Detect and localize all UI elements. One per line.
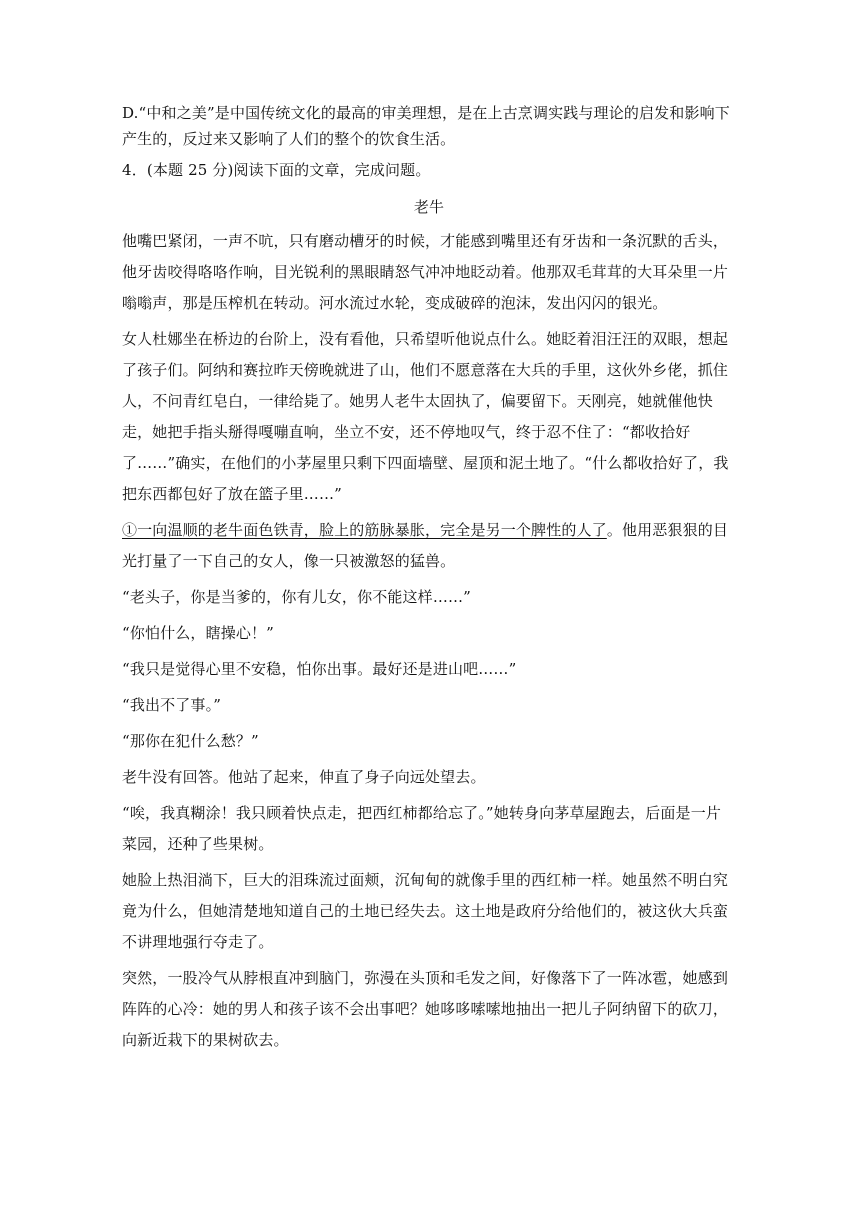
document-page (122, 100, 736, 1061)
question-header: 4．(本题 25 分)阅读下面的文章，完成问题。 (122, 161, 431, 179)
article-title: 老牛 (413, 198, 445, 216)
paragraph-2: 女人杜娜坐在桥边的台阶上，没有看他，只希望听他说点什么。她眨着泪汪汪的双眼，想起了孩子们。阿纳和赛拉昨天傍晚就进了山，他们不愿意落在大兵的手里，这伙外乡佬，抓住人，不问青红皂白，一律给毙了。她男人老牛太固执了，偏要留下。天刚亮，她就催他快走，她把手指头掰得嘎嘣直响，坐立不安，还不停地叹气，终于忍不住了：“都收拾好了……”确实，在他们的小茅屋里只剩下四面墙壁、屋顶和泥土地了。“什么都收拾好了，我把东西都包好了放在篮子里……” (122, 330, 729, 503)
paragraph-5: “唉，我真糊涂！我只顾着快点走，把西红柿都给忘了。”她转身向茅草屋跑去，后面是一片菜园，还种了些果树。 (122, 804, 721, 853)
paragraph-3 (122, 515, 736, 577)
answer-option-d: D.“中和之美”是中国传统文化的最高的审美理想，是在上古烹调实践与理论的启发和影响下产生的，反过来又影响了人们的整个的饮食生活。 (122, 104, 730, 148)
underlined-sentence-1: ①一向温顺的老牛面色铁青，脸上的筋脉暴胀，完全是另一个脾性的人了 (122, 521, 607, 539)
dialogue-line-1: “老头子，你是当爹的，你有儿女，你不能这样……” (122, 588, 471, 606)
paragraph-3-rest: 。他用恶狠狠的目光打量了一下自己的女人，像一只被激怒的猛兽。 (122, 521, 729, 570)
dialogue-line-5: “那你在犯什么愁？” (122, 732, 259, 750)
paragraph-4: 老牛没有回答。他站了起来，伸直了身子向远处望去。 (122, 768, 486, 786)
dialogue-line-3: “我只是觉得心里不安稳，怕你出事。最好还是进山吧……” (122, 660, 517, 678)
dialogue-line-4: “我出不了事。” (122, 696, 222, 714)
paragraph-7: 突然，一股冷气从脖根直冲到脑门，弥漫在头顶和毛发之间，好像落下了一阵冰雹，她感到阵阵的心冷：她的男人和孩子该不会出事吧？她哆哆嗦嗦地抽出一把儿子阿纳留下的砍刀，向新近栽下的果树砍去。 (122, 969, 729, 1049)
paragraph-6: 她脸上热泪淌下，巨大的泪珠流过面颊，沉甸甸的就像手里的西红柿一样。她虽然不明白究竟为什么，但她清楚地知道自己的土地已经失去。这土地是政府分给他们的，被这伙大兵蛮不讲理地强行夺走了。 (122, 871, 729, 951)
dialogue-line-2: “你怕什么，瞎操心！” (122, 624, 274, 642)
paragraph-1: 他嘴巴紧闭，一声不吭，只有磨动槽牙的时候，才能感到嘴里还有牙齿和一条沉默的舌头，他牙齿咬得咯咯作响，目光锐利的黑眼睛怒气冲冲地眨动着。他那双毛茸茸的大耳朵里一片嗡嗡声，那是压榨机在转动。河水流过水轮，变成破碎的泡沫，发出闪闪的银光。 (122, 232, 729, 312)
